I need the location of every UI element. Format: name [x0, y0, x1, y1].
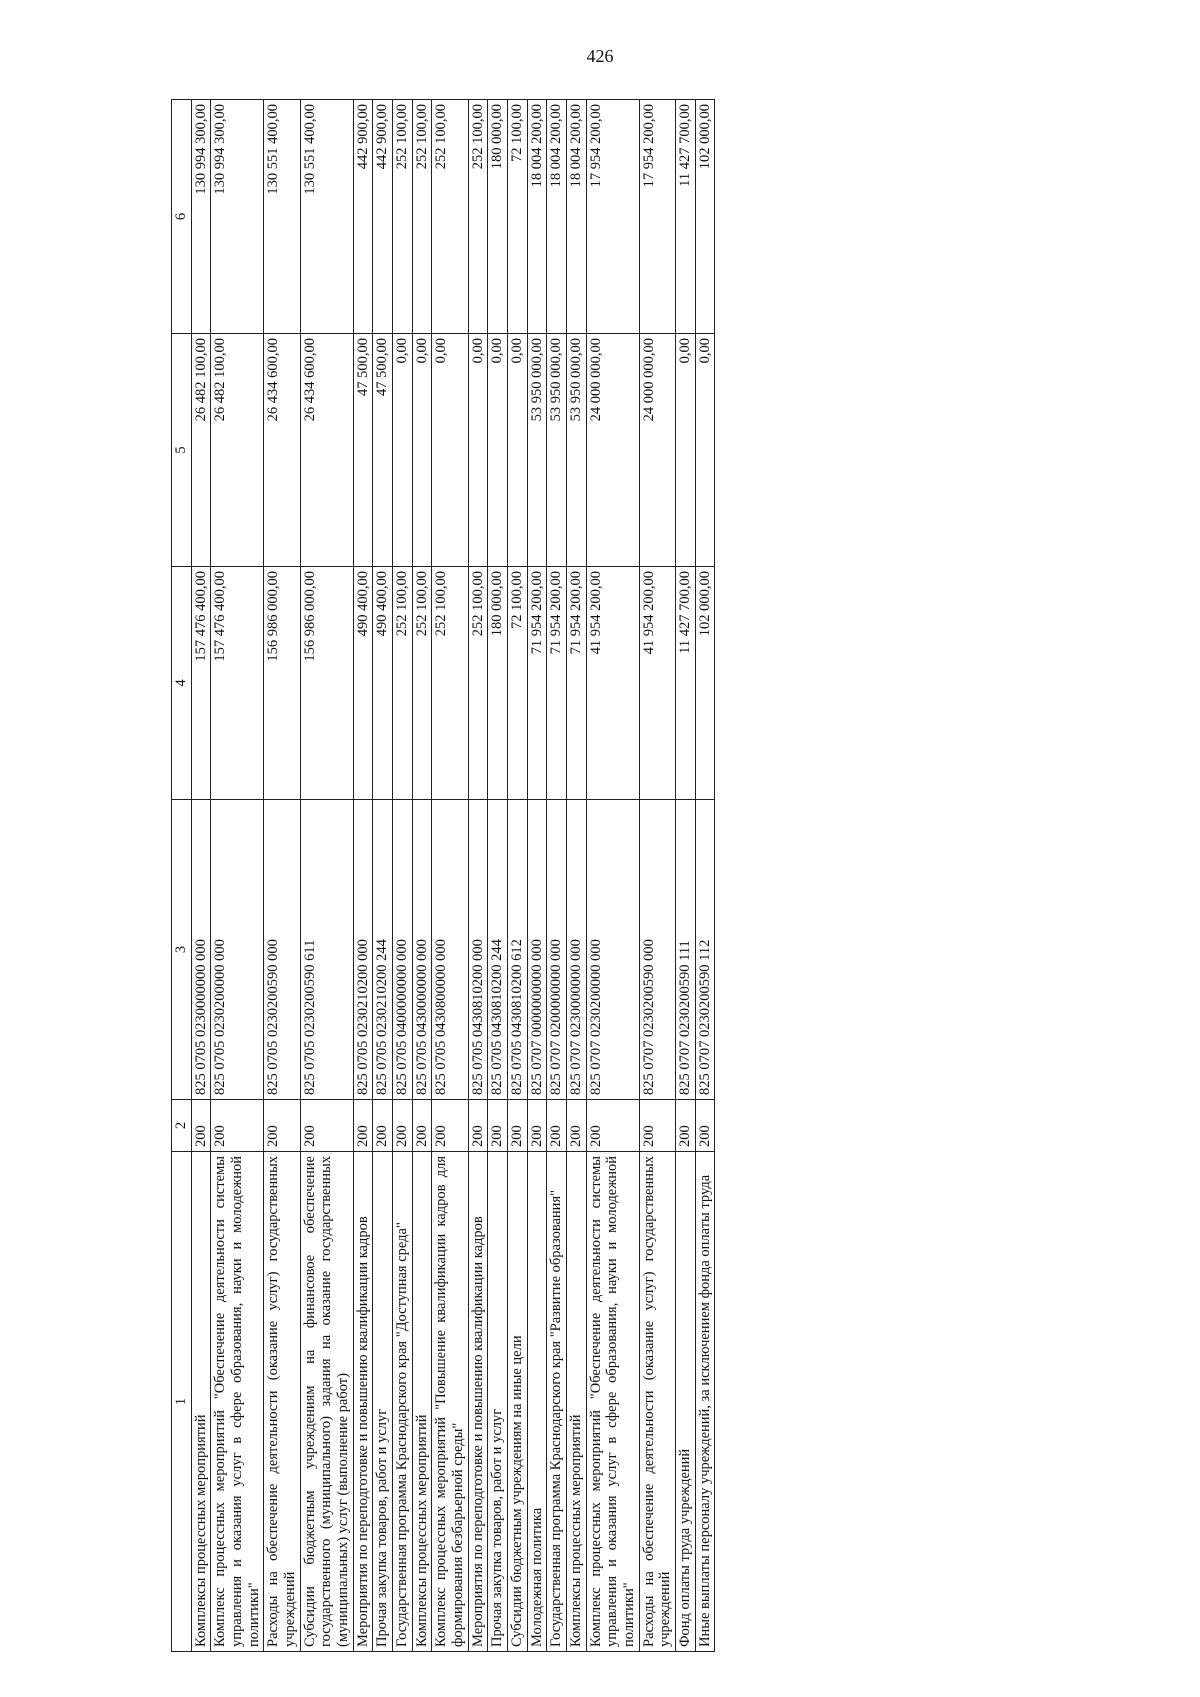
- row-classification-cell: 825 0707 0230200590 111: [676, 800, 696, 1100]
- row-amount-cell: 53 950 000,00: [547, 334, 567, 567]
- row-amount-cell: 252 100,00: [393, 567, 413, 800]
- row-name-cell: Субсидии бюджетным учреждениям на финансовое обеспечение государственного (муниципального) задания на оказание государственных (муниципальных) услуг (выполнение работ): [300, 1152, 353, 1652]
- row-amount-cell: 0,00: [676, 334, 696, 567]
- row-amount-cell: 252 100,00: [393, 100, 413, 334]
- rotated-table-area: [171, 100, 1089, 1652]
- row-amount-cell: 0,00: [432, 334, 468, 567]
- row-classification-cell: 825 0705 0430810200 244: [488, 800, 508, 1100]
- row-code-cell: 200: [300, 1100, 353, 1152]
- row-amount-cell: 26 482 100,00: [211, 334, 264, 567]
- table-row: [586, 100, 639, 1652]
- row-amount-cell: 47 500,00: [353, 334, 373, 567]
- row-amount-cell: 252 100,00: [412, 567, 432, 800]
- row-amount-cell: 442 900,00: [353, 100, 373, 334]
- row-name-cell: Молодежная политика: [527, 1152, 547, 1652]
- row-amount-cell: 26 434 600,00: [300, 334, 353, 567]
- row-amount-cell: 0,00: [508, 334, 528, 567]
- row-code-cell: 200: [695, 1100, 715, 1152]
- row-name-cell: Расходы на обеспечение деятельности (оказание услуг) государственных учреждений: [264, 1152, 300, 1652]
- row-name-cell: Фонд оплаты труда учреждений: [676, 1152, 696, 1652]
- row-amount-cell: 18 004 200,00: [567, 100, 587, 334]
- row-name-cell: Мероприятия по переподготовке и повышению квалификации кадров: [468, 1152, 488, 1652]
- row-classification-cell: 825 0705 0400000000 000: [393, 800, 413, 1100]
- row-amount-cell: 252 100,00: [468, 100, 488, 334]
- row-amount-cell: 41 954 200,00: [639, 567, 675, 800]
- row-amount-cell: 180 000,00: [488, 100, 508, 334]
- row-classification-cell: 825 0705 0430810200 612: [508, 800, 528, 1100]
- row-amount-cell: 130 551 400,00: [264, 100, 300, 334]
- row-name-cell: Комплекс процессных мероприятий "Повышение квалификации кадров для формирования безбарьерной среды": [432, 1152, 468, 1652]
- row-amount-cell: 102 000,00: [695, 567, 715, 800]
- row-code-cell: 200: [393, 1100, 413, 1152]
- row-amount-cell: 252 100,00: [432, 100, 468, 334]
- column-header: 6: [172, 100, 192, 334]
- row-amount-cell: 41 954 200,00: [586, 567, 639, 800]
- row-code-cell: 200: [468, 1100, 488, 1152]
- column-header: 5: [172, 334, 192, 567]
- table-row: [695, 100, 715, 1652]
- row-classification-cell: 825 0705 0430800000 000: [432, 800, 468, 1100]
- row-name-cell: Прочая закупка товаров, работ и услуг: [373, 1152, 393, 1652]
- row-amount-cell: 157 476 400,00: [191, 567, 211, 800]
- row-code-cell: 200: [676, 1100, 696, 1152]
- row-amount-cell: 0,00: [468, 334, 488, 567]
- row-name-cell: Расходы на обеспечение деятельности (оказание услуг) государственных учреждений: [639, 1152, 675, 1652]
- column-header: 2: [172, 1100, 192, 1152]
- row-amount-cell: 130 994 300,00: [191, 100, 211, 334]
- row-amount-cell: 11 427 700,00: [676, 567, 696, 800]
- table-row: [468, 100, 488, 1652]
- row-code-cell: 200: [586, 1100, 639, 1152]
- table-row: [191, 100, 211, 1652]
- column-header: 3: [172, 800, 192, 1100]
- table-header-row: [172, 100, 192, 1652]
- row-amount-cell: 11 427 700,00: [676, 100, 696, 334]
- row-classification-cell: 825 0707 0230200000 000: [586, 800, 639, 1100]
- table-row: [393, 100, 413, 1652]
- row-name-cell: Прочая закупка товаров, работ и услуг: [488, 1152, 508, 1652]
- table-row: [211, 100, 264, 1652]
- row-name-cell: Комплексы процессных мероприятий: [412, 1152, 432, 1652]
- row-classification-cell: 825 0705 0230000000 000: [191, 800, 211, 1100]
- row-amount-cell: 72 100,00: [508, 567, 528, 800]
- row-amount-cell: 130 994 300,00: [211, 100, 264, 334]
- row-amount-cell: 0,00: [695, 334, 715, 567]
- row-name-cell: Комплексы процессных мероприятий: [191, 1152, 211, 1652]
- row-amount-cell: 24 000 000,00: [586, 334, 639, 567]
- table-body: [191, 100, 715, 1652]
- row-classification-cell: 825 0707 0230200590 112: [695, 800, 715, 1100]
- table-row: [264, 100, 300, 1652]
- row-amount-cell: 130 551 400,00: [300, 100, 353, 334]
- rotated-table-container: [171, 100, 1089, 1652]
- row-code-cell: 200: [508, 1100, 528, 1152]
- table-row: [676, 100, 696, 1652]
- row-classification-cell: 825 0705 0430000000 000: [412, 800, 432, 1100]
- row-amount-cell: 18 004 200,00: [547, 100, 567, 334]
- row-code-cell: 200: [412, 1100, 432, 1152]
- table-row: [488, 100, 508, 1652]
- row-amount-cell: 71 954 200,00: [567, 567, 587, 800]
- row-amount-cell: 180 000,00: [488, 567, 508, 800]
- row-amount-cell: 26 482 100,00: [191, 334, 211, 567]
- table-row: [300, 100, 353, 1652]
- row-amount-cell: 72 100,00: [508, 100, 528, 334]
- column-header: 4: [172, 567, 192, 800]
- row-amount-cell: 0,00: [412, 334, 432, 567]
- row-name-cell: Государственная программа Краснодарского края "Развитие образования": [547, 1152, 567, 1652]
- row-name-cell: Комплекс процессных мероприятий "Обеспечение деятельности системы управления и оказания услуг в сфере образования, науки и молодежной политики": [211, 1152, 264, 1652]
- row-amount-cell: 24 000 000,00: [639, 334, 675, 567]
- row-classification-cell: 825 0705 0230210200 000: [353, 800, 373, 1100]
- row-code-cell: 200: [373, 1100, 393, 1152]
- row-amount-cell: 26 434 600,00: [264, 334, 300, 567]
- row-classification-cell: 825 0705 0230210200 244: [373, 800, 393, 1100]
- table-row: [547, 100, 567, 1652]
- row-amount-cell: 71 954 200,00: [547, 567, 567, 800]
- row-amount-cell: 53 950 000,00: [567, 334, 587, 567]
- table-row: [567, 100, 587, 1652]
- row-amount-cell: 17 954 200,00: [586, 100, 639, 334]
- page-number: 426: [586, 46, 614, 66]
- row-classification-cell: 825 0707 0230200590 000: [639, 800, 675, 1100]
- row-classification-cell: 825 0707 0230000000 000: [567, 800, 587, 1100]
- table-row: [373, 100, 393, 1652]
- row-classification-cell: 825 0707 0200000000 000: [547, 800, 567, 1100]
- row-name-cell: Комплексы процессных мероприятий: [567, 1152, 587, 1652]
- row-code-cell: 200: [264, 1100, 300, 1152]
- row-code-cell: 200: [432, 1100, 468, 1152]
- row-amount-cell: 157 476 400,00: [211, 567, 264, 800]
- row-amount-cell: 71 954 200,00: [527, 567, 547, 800]
- row-classification-cell: 825 0705 0230200000 000: [211, 800, 264, 1100]
- table-row: [508, 100, 528, 1652]
- row-name-cell: Субсидии бюджетным учреждениям на иные цели: [508, 1152, 528, 1652]
- row-amount-cell: 102 000,00: [695, 100, 715, 334]
- row-classification-cell: 825 0707 0000000000 000: [527, 800, 547, 1100]
- row-name-cell: Государственная программа Краснодарского края "Доступная среда": [393, 1152, 413, 1652]
- row-amount-cell: 18 004 200,00: [527, 100, 547, 334]
- row-classification-cell: 825 0705 0430810200 000: [468, 800, 488, 1100]
- row-name-cell: Мероприятия по переподготовке и повышению квалификации кадров: [353, 1152, 373, 1652]
- table-row: [432, 100, 468, 1652]
- row-amount-cell: 252 100,00: [468, 567, 488, 800]
- row-amount-cell: 0,00: [393, 334, 413, 567]
- row-amount-cell: 156 986 000,00: [264, 567, 300, 800]
- row-amount-cell: 252 100,00: [432, 567, 468, 800]
- row-amount-cell: 442 900,00: [373, 100, 393, 334]
- row-code-cell: 200: [547, 1100, 567, 1152]
- row-name-cell: Иные выплаты персоналу учреждений, за исключением фонда оплаты труда: [695, 1152, 715, 1652]
- row-code-cell: 200: [353, 1100, 373, 1152]
- row-classification-cell: 825 0705 0230200590 000: [264, 800, 300, 1100]
- budget-table: [171, 99, 715, 1652]
- table-row: [639, 100, 675, 1652]
- row-code-cell: 200: [191, 1100, 211, 1152]
- row-amount-cell: 490 400,00: [373, 567, 393, 800]
- row-amount-cell: 47 500,00: [373, 334, 393, 567]
- column-header: 1: [172, 1152, 192, 1652]
- row-amount-cell: 17 954 200,00: [639, 100, 675, 334]
- row-code-cell: 200: [527, 1100, 547, 1152]
- table-row: [353, 100, 373, 1652]
- table-row: [412, 100, 432, 1652]
- row-code-cell: 200: [488, 1100, 508, 1152]
- row-code-cell: 200: [567, 1100, 587, 1152]
- row-code-cell: 200: [211, 1100, 264, 1152]
- row-amount-cell: 53 950 000,00: [527, 334, 547, 567]
- table-row: [527, 100, 547, 1652]
- row-name-cell: Комплекс процессных мероприятий "Обеспечение деятельности системы управления и оказания услуг в сфере образования, науки и молодежной политики": [586, 1152, 639, 1652]
- row-classification-cell: 825 0705 0230200590 611: [300, 800, 353, 1100]
- row-amount-cell: 0,00: [488, 334, 508, 567]
- row-amount-cell: 156 986 000,00: [300, 567, 353, 800]
- row-code-cell: 200: [639, 1100, 675, 1152]
- row-amount-cell: 490 400,00: [353, 567, 373, 800]
- row-amount-cell: 252 100,00: [412, 100, 432, 334]
